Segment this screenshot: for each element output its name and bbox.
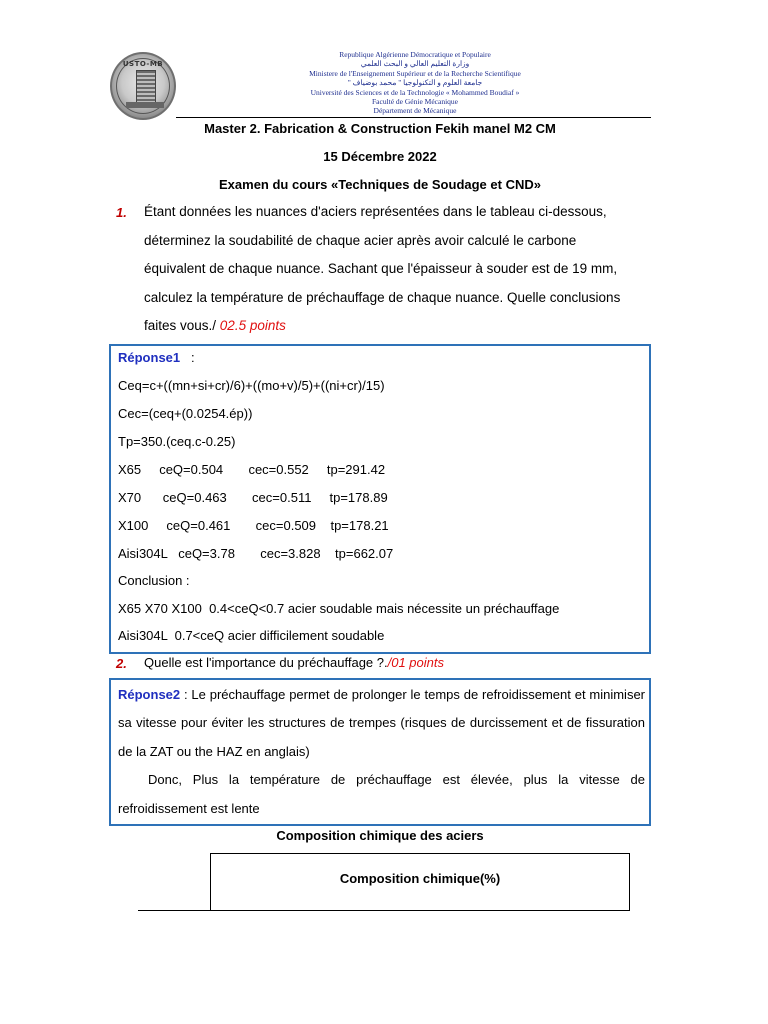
header-line-faculty: Faculté de Génie Mécanique: [371, 97, 458, 107]
question-1-last-line: [144, 312, 651, 341]
formula-tp: Tp=350.(ceq.c-0.25): [118, 434, 236, 449]
response-2-paragraph-2: Donc, Plus la température de préchauffage est élevée, plus la vitesse de refroidissement est lente: [118, 772, 645, 816]
exam-date: 15 Décembre 2022: [323, 149, 437, 164]
header-line-republic: Republique Algérienne Démocratique et Populaire: [339, 50, 491, 59]
question-1-line: calculez la température de préchauffage de chaque nuance. Quelle conclusions: [144, 289, 621, 305]
exam-title: Examen du cours «Techniques de Soudage et CND»: [219, 177, 541, 192]
question-1-line: Étant données les nuances d'aciers représentées dans le tableau ci-dessous,: [144, 204, 607, 219]
header-line-department: Département de Mécanique: [373, 106, 457, 116]
formula-cec: Cec=(ceq+(0.0254.ép)): [118, 406, 253, 421]
response-2-label: Réponse2: [118, 687, 181, 702]
question-2-text: [144, 655, 444, 670]
question-2-prompt: Quelle est l'importance du préchauffage ?.: [144, 655, 388, 670]
formula-ceq: Ceq=c+((mn+si+cr)/6)+((mo+v)/5)+((ni+cr)/15): [118, 378, 385, 393]
result-x70: X70 ceQ=0.463 cec=0.511 tp=178.89: [118, 490, 388, 505]
response-2-paragraph-1: [118, 681, 645, 766]
response-1-box: [109, 344, 651, 654]
question-1-points: 02.5 points: [219, 318, 286, 334]
header-line-university-ar: جامعة العلوم و التكنولوجيا " محمد بوضياف ": [347, 78, 483, 88]
result-x100: X100 ceQ=0.461 cec=0.509 tp=178.21: [118, 518, 389, 533]
question-1-line: équivalent de chaque nuance. Sachant que l'épaisseur à souder est de 19 mm,: [144, 261, 618, 277]
question-1-number: 1.: [116, 205, 127, 220]
question-1-line: faites vous./: [144, 318, 220, 334]
response-1-label: Réponse1: [118, 350, 181, 365]
exam-program-line: Master 2. Fabrication & Construction Fekih manel M2 CM: [204, 121, 556, 136]
header-line-ministry-ar: وزارة التعليم العالي و البحث العلمي: [360, 59, 470, 69]
conclusion-heading: Conclusion :: [118, 573, 190, 588]
response-2-box: [109, 678, 651, 826]
result-aisi304l: Aisi304L ceQ=3.78 cec=3.828 tp=662.07: [118, 546, 394, 561]
response-1-label-suffix: :: [180, 350, 195, 365]
response-2-body: [118, 681, 645, 823]
logo-building-icon: [136, 70, 156, 106]
composition-table: [138, 853, 630, 911]
table-caption: Composition chimique des aciers: [276, 828, 484, 843]
conclusion-line-1: X65 X70 X100 0.4<ceQ<0.7 acier soudable mais nécessite un préchauffage: [118, 601, 560, 616]
logo-text: USTO-MB: [122, 60, 164, 68]
header-line-ministry: Ministere de l'Enseignement Supérieur et de la Recherche Scientifique: [309, 68, 521, 78]
question-2-number: 2.: [116, 656, 127, 671]
question-2-points: /01 points: [387, 655, 444, 670]
table-header-label: Composition chimique(%): [339, 871, 501, 886]
header-rule: [176, 117, 651, 118]
header-line-university: Université des Sciences et de la Technologie « Mohammed Boudiaf »: [310, 87, 520, 97]
institution-header: [200, 50, 630, 116]
response-2-text: : Le préchauffage permet de prolonger le temps de refroidissement et minimiser sa vitesse pour éviter les structures de trempes (risques de durcissement et de fissuration de la ZAT ou the HAZ en anglais): [118, 687, 645, 759]
logo-base: [126, 102, 164, 108]
university-logo: [110, 52, 176, 120]
response-1-heading: [118, 350, 195, 365]
question-1-line: déterminez la soudabilité de chaque acier après avoir calculé le carbone: [144, 232, 577, 248]
result-x65: X65 ceQ=0.504 cec=0.552 tp=291.42: [118, 462, 386, 477]
conclusion-line-2: Aisi304L 0.7<ceQ acier difficilement soudable: [118, 628, 385, 643]
table-rule: [138, 910, 630, 911]
question-1-text: [144, 198, 651, 341]
